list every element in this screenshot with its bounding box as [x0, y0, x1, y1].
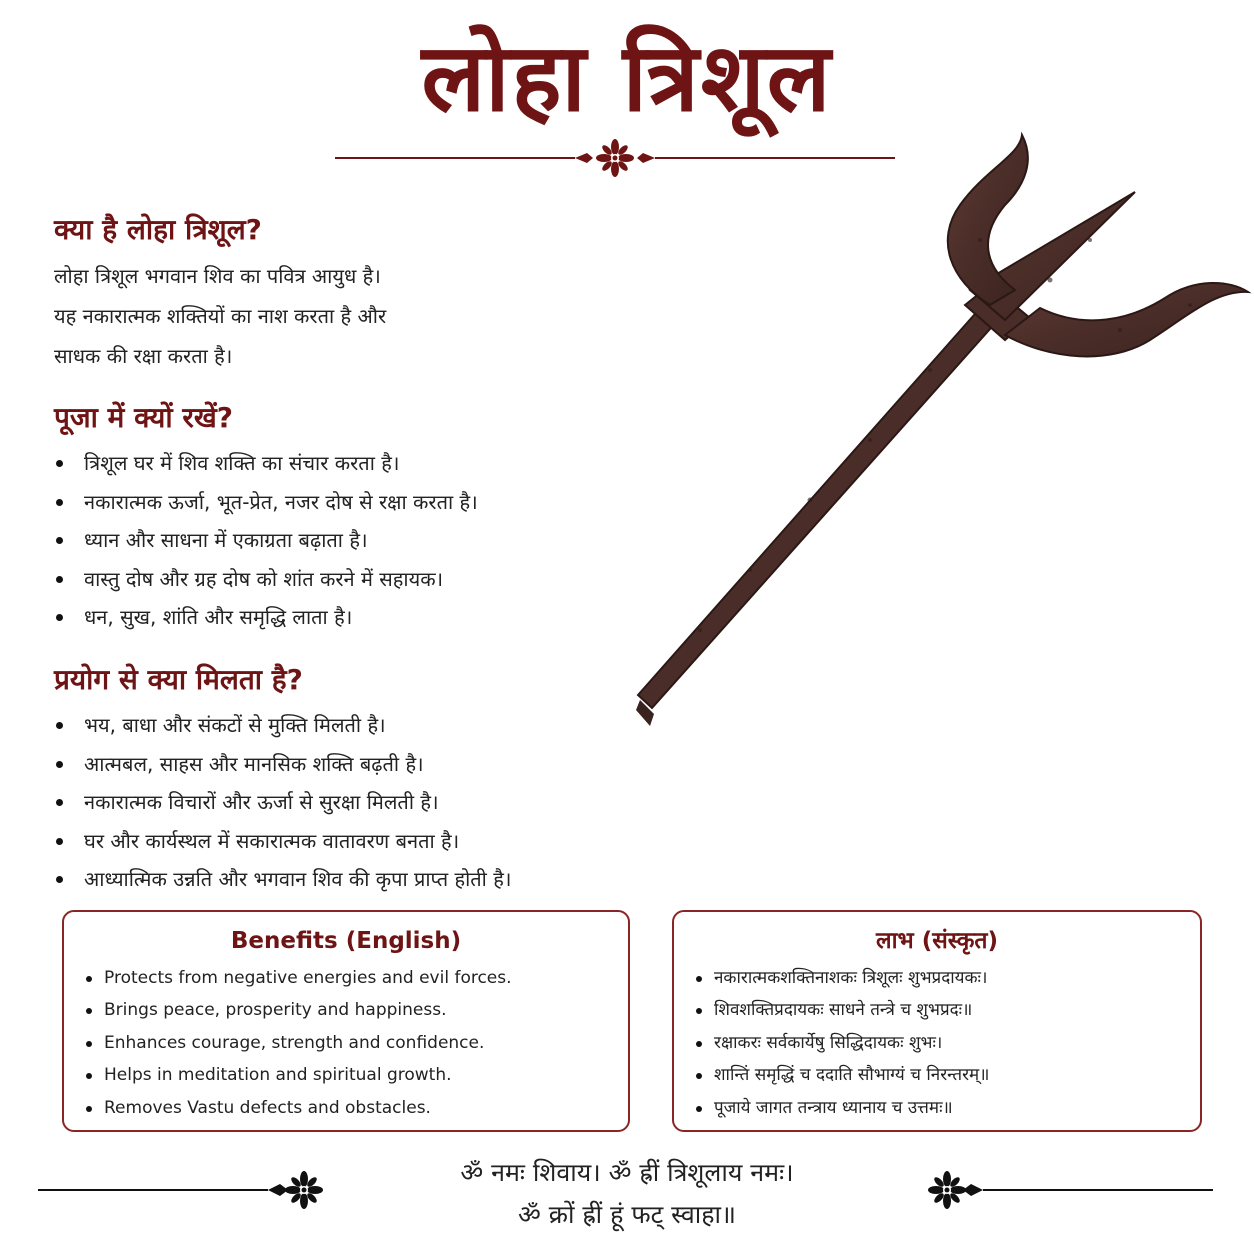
paragraph-line: यह नकारात्मक शक्तियों का नाश करता है और	[54, 304, 387, 328]
list-item: Removes Vastu defects and obstacles.	[84, 1092, 628, 1124]
mantra-line-2: ॐ क्रों ह्रीं हूं फट् स्वाहा॥	[518, 1200, 736, 1229]
list-item: Brings peace, prosperity and happiness.	[84, 994, 628, 1026]
list-item: नकारात्मक विचारों और ऊर्जा से सुरक्षा मिलती है।	[54, 783, 511, 822]
list-item: नकारात्मक ऊर्जा, भूत-प्रेत, नजर दोष से रक्षा करता है।	[54, 483, 478, 522]
paragraph-line: साधक की रक्षा करता है।	[54, 344, 233, 368]
list-item: भय, बाधा और संकटों से मुक्ति मिलती है।	[54, 706, 511, 745]
list-item: शान्तिं समृद्धिं च ददाति सौभाग्यं च निरन्तरम्॥	[694, 1059, 1200, 1091]
list-item: शिवशक्तिप्रदायकः साधने तन्त्रे च शुभप्रदः॥	[694, 994, 1200, 1026]
list-item: Protects from negative energies and evil forces.	[84, 962, 628, 994]
list-item: वास्तु दोष और ग्रह दोष को शांत करने में सहायक।	[54, 560, 478, 599]
list-item: नकारात्मकशक्तिनाशकः त्रिशूलः शुभप्रदायकः।	[694, 962, 1200, 994]
list-item: घर और कार्यस्थल में सकारात्मक वातावरण बनता है।	[54, 822, 511, 861]
benefits-sanskrit-heading: लाभ (संस्कृत)	[875, 928, 999, 954]
mantra-line-1: ॐ नमः शिवाय। ॐ ह्रीं त्रिशूलाय नमः।	[460, 1158, 794, 1187]
page-title: लोहा त्रिशूल	[421, 23, 833, 133]
footer-left-ornament	[38, 1170, 328, 1210]
trishul-image	[630, 130, 1254, 740]
usage-results-list	[54, 706, 511, 899]
benefits-english-heading: Benefits (English)	[230, 928, 462, 954]
section-what-is-paragraph	[54, 256, 594, 376]
list-item: Helps in meditation and spiritual growth.	[84, 1059, 628, 1091]
list-item: Enhances courage, strength and confidence.	[84, 1027, 628, 1059]
mantra-block	[300, 1152, 954, 1236]
list-item: त्रिशूल घर में शिव शक्ति का संचार करता है।	[54, 444, 478, 483]
why-worship-list	[54, 444, 478, 637]
list-item: आत्मबल, साहस और मानसिक शक्ति बढ़ती है।	[54, 745, 511, 784]
benefits-english-list	[64, 962, 628, 1124]
list-item: पूजाये जागत तन्त्राय ध्यानाय च उत्तमः॥	[694, 1092, 1200, 1124]
list-item: धन, सुख, शांति और समृद्धि लाता है।	[54, 598, 478, 637]
benefits-sanskrit-list	[674, 962, 1200, 1124]
list-item: ध्यान और साधना में एकाग्रता बढ़ाता है।	[54, 521, 478, 560]
list-item: आध्यात्मिक उन्नति और भगवान शिव की कृपा प्राप्त होती है।	[54, 860, 511, 899]
footer-right-ornament	[925, 1170, 1215, 1210]
paragraph-line: लोहा त्रिशूल भगवान शिव का पवित्र आयुध है।	[54, 264, 381, 288]
section-heading-usage-results: प्रयोग से क्या मिलता है?	[54, 663, 303, 696]
list-item: रक्षाकरः सर्वकार्येषु सिद्धिदायकः शुभः।	[694, 1027, 1200, 1059]
section-heading-why-worship: पूजा में क्यों रखें?	[54, 401, 233, 434]
flower-ornament-icon	[596, 139, 634, 177]
benefits-english-box	[62, 910, 630, 1132]
benefits-sanskrit-box	[672, 910, 1202, 1132]
section-heading-what-is: क्या है लोहा त्रिशूल?	[54, 213, 262, 246]
